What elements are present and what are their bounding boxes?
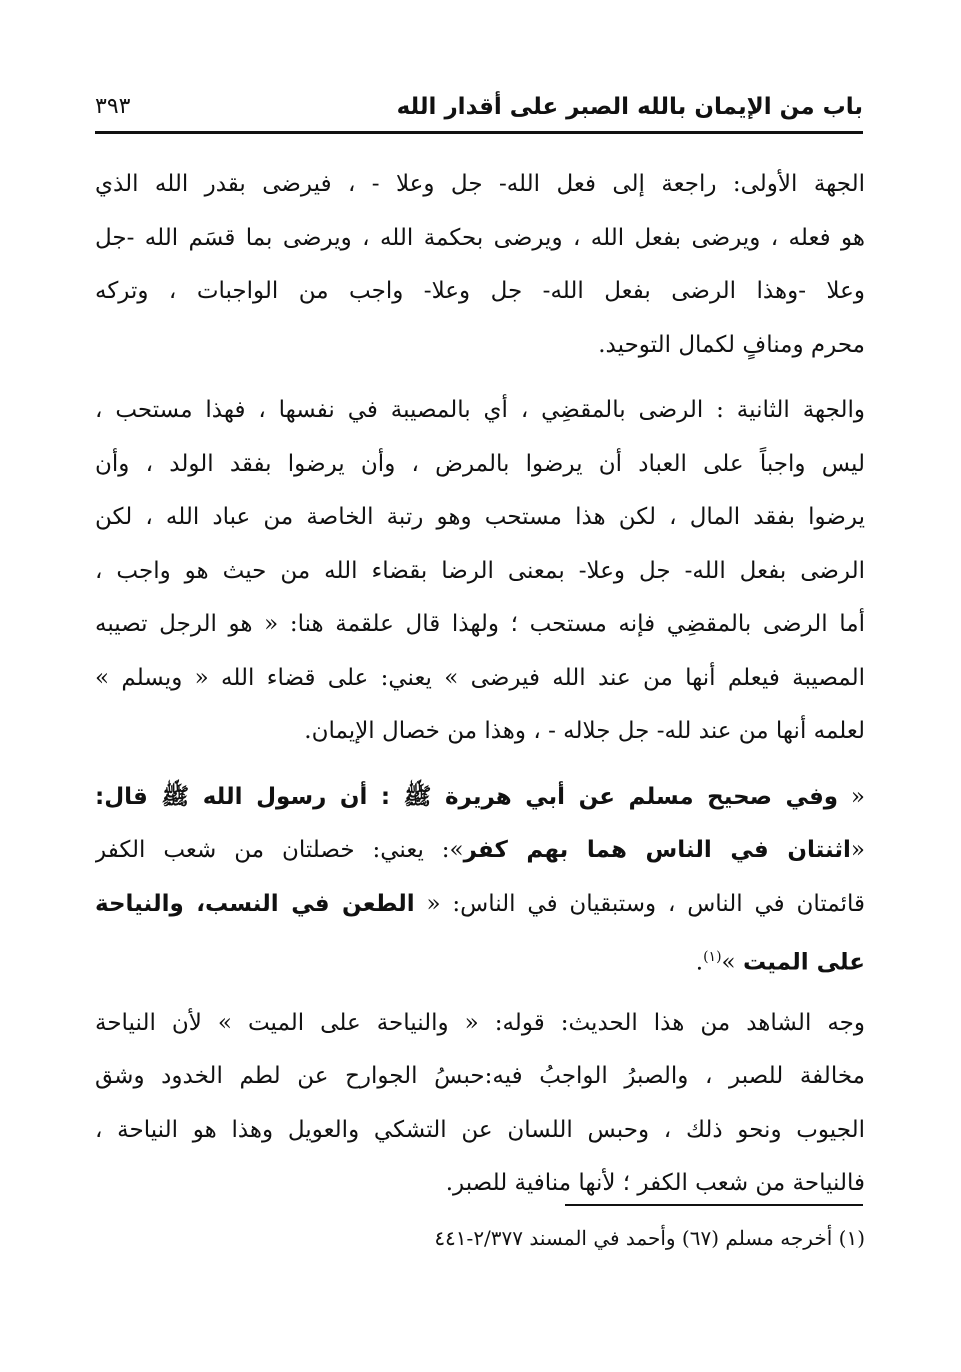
text-line: المصيبة فيعلم أنها من عند الله فيرضى » يعني: على قضاء الله « ويسلم » <box>95 664 865 691</box>
text-line: والجهة الثانية : الرضى بالمقضِي ، أي بالمصيبة في نفسها ، فهذا مستحب ، <box>95 397 865 423</box>
footnote-marker: (١) <box>703 949 722 965</box>
hadith-text-bold: اثنتان في الناس هما بهم كفر <box>463 837 851 863</box>
hadith-line <box>95 878 865 932</box>
text-line: ليس واجباً على العباد أن يرضوا بالمرض ، وأن يرضوا بفقد الولد ، وأن <box>95 450 865 477</box>
text-line: الجيوب ونحو ذلك ، وحبس اللسان عن التشكي والعويل وهذا هو النياحة ، <box>95 1116 865 1143</box>
hadith-text-bold: الطعن في النسب، والنياحة <box>95 890 415 917</box>
hadith-text-plain: »: يعني: خصلتان من شعب الكفر <box>95 837 464 863</box>
footnote-separator <box>565 1204 863 1206</box>
hadith-text-plain: « <box>850 837 865 863</box>
hadith-line <box>95 824 865 878</box>
paragraph-second-aspect <box>95 384 865 759</box>
page-number: ٣٩٣ <box>95 94 131 119</box>
hadith-paragraph <box>95 771 865 985</box>
page-body <box>95 158 865 1223</box>
text-line: مخالفة للصبر ، والصبرُ الواجبُ فيه:حبسُ الجوارح عن لطم الخدود وشق <box>95 1063 865 1089</box>
footnote: (١) أخرجه مسلم (٦٧) وأحمد في المسند ٢/٣٧٧-٤٤١ <box>434 1226 865 1250</box>
hadith-text-plain: . <box>695 949 704 976</box>
text-line: أما الرضى بالمقضِي فإنه مستحب ؛ ولهذا قال علقمة هنا: « هو الرجل تصيبه <box>95 611 865 637</box>
hadith-text-plain: « <box>838 783 865 810</box>
text-line: لعلمه أنها من عند لله- جل جلاله - ، وهذا من خصال الإيمان. <box>304 718 865 744</box>
hadith-text-bold: وفي صحيح مسلم عن أبي هريرة ﷺ : أن رسول الله ﷺ قال: <box>95 783 839 810</box>
page-header <box>95 88 863 134</box>
text-line: فالنياحة من شعب الكفر ؛ لأنها منافية للصبر. <box>445 1170 865 1196</box>
paragraph-explanation <box>95 997 865 1211</box>
text-line: وعلا -وهذا الرضى بفعل الله- جل وعلا- واجب من الواجبات ، وتركه <box>95 278 865 304</box>
text-line: الجهة الأولى: راجعة إلى فعل الله- جل وعلا - ، فيرضى بقدر الله الذي <box>95 171 865 197</box>
hadith-text-bold: على الميت <box>742 949 865 976</box>
text-line: يرضوا بفقد المال ، لكن هذا مستحب وهو رتبة الخاصة من عباد الله ، لكن <box>95 504 865 530</box>
hadith-text-plain: قائمتان في الناس ، وستبقيان في الناس: « <box>414 890 865 917</box>
text-line: محرم ومنافٍ لكمال التوحيد. <box>598 331 865 358</box>
chapter-title: باب من الإيمان بالله الصبر على أقدار الله <box>396 94 863 120</box>
text-line: هو فعله ، ويرضى بفعل الله ، ويرضى بحكمة الله ، ويرضى بما قسَم الله -جل <box>95 224 865 251</box>
paragraph-first-aspect <box>95 158 865 372</box>
hadith-line <box>95 931 865 985</box>
hadith-text-plain: » <box>721 949 743 976</box>
text-line: الرضى بفعل الله- جل وعلا- بمعنى الرضا بقضاء الله من حيث هو واجب ، <box>95 557 865 584</box>
header-rule <box>95 131 863 134</box>
text-line: وجه الشاهد من هذا الحديث: قوله: « والنياحة على الميت » لأن النياحة <box>95 1009 865 1036</box>
hadith-line <box>95 771 865 825</box>
